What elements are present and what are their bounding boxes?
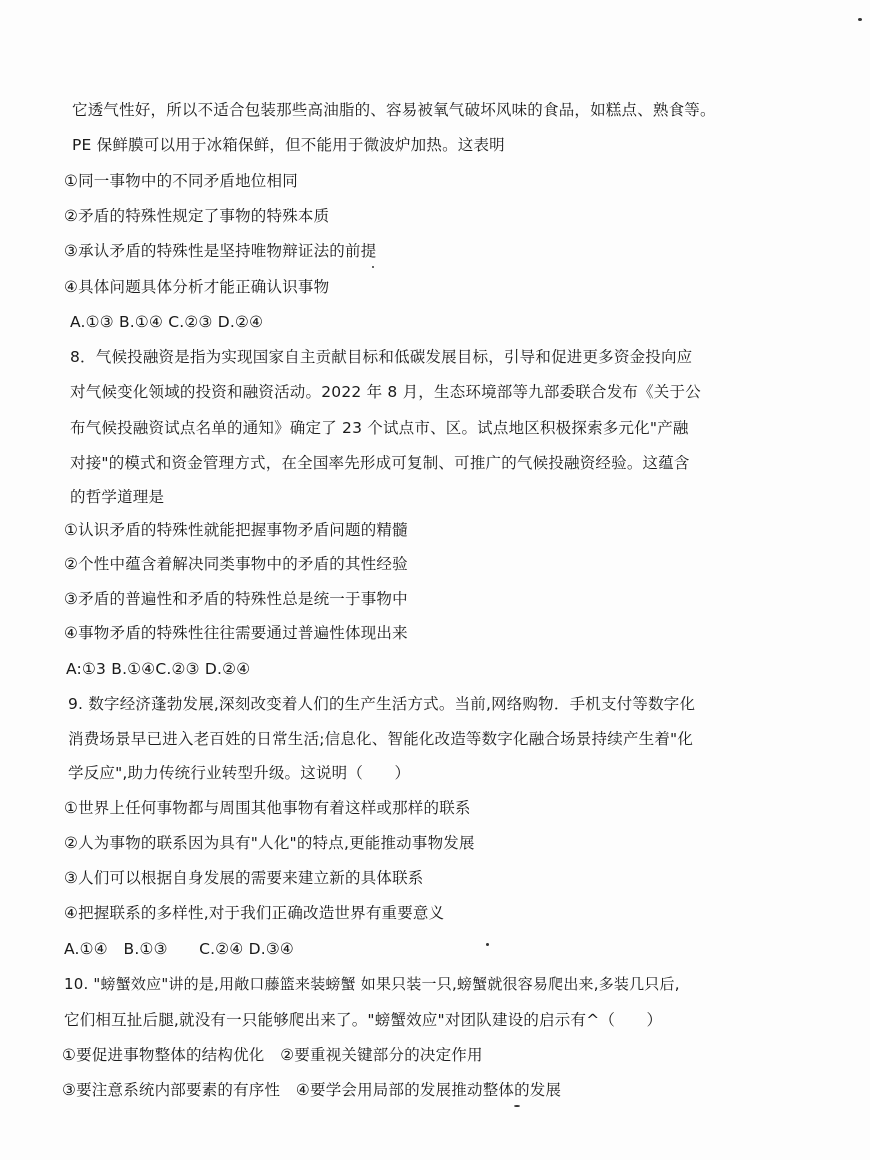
question-10-text: 10. "螃蟹效应"讲的是,用敞口藤篮来装螃蟹 如果只装一只,螃蟹就很容易爬出来,多装几只后, (64, 975, 680, 993)
text-line: 它们相互扯后腿,就没有一只能够爬出来了。"螃蟹效应"对团队建设的启示有^（ ） (64, 1011, 663, 1029)
option-line: ③要注意系统内部要素的有序性 ④要学会用局部的发展推动整体的发展 (62, 1081, 562, 1099)
question-8-text: 8．气候投融资是指为实现国家自主贡献目标和低碳发展目标，引导和促进更多资金投向应 (70, 348, 693, 366)
option-line: ②矛盾的特殊性规定了事物的特殊本质 (64, 207, 330, 225)
option-line: ④事物矛盾的特殊性往往需要通过普遍性体现出来 (64, 624, 408, 642)
text-line: PE 保鲜膜可以用于冰箱保鲜，但不能用于微波炉加热。这表明 (72, 136, 505, 154)
text-line: 对气候变化领域的投资和融资活动。2022 年 8 月，生态环境部等九部委联合发布《关于公 (70, 383, 701, 401)
scan-speck (514, 1105, 520, 1107)
option-line: ③矛盾的普遍性和矛盾的特殊性总是统一于事物中 (64, 590, 408, 608)
option-line: ③人们可以根据自身发展的需要来建立新的具体联系 (64, 869, 424, 887)
text-line: 对接"的模式和资金管理方式，在全国率先形成可复制、可推广的气候投融资经验。这蕴含 (70, 454, 690, 472)
scan-speck (486, 943, 489, 946)
option-line: ①世界上任何事物都与周围其他事物有着这样或那样的联系 (64, 799, 471, 817)
option-line: ③承认矛盾的特殊性是坚持唯物辩证法的前提 (64, 242, 377, 260)
answer-choices: A:①3 B.①④C.②③ D.②④ (66, 660, 251, 678)
option-line: ②人为事物的联系因为具有"人化"的特点,更能推动事物发展 (64, 834, 475, 852)
option-line: ④把握联系的多样性,对于我们正确改造世界有重要意义 (64, 904, 445, 922)
option-line: ②个性中蕴含着解决同类事物中的矛盾的其性经验 (64, 555, 408, 573)
answer-choices: A.①④ B.①③ C.②④ D.③④ (64, 940, 295, 958)
text-line: 消费场景早已进入老百姓的日常生活;信息化、智能化改造等数字化融合场景持续产生着"化 (68, 730, 694, 748)
option-line: ①认识矛盾的特殊性就能把握事物矛盾问题的精髓 (64, 521, 408, 539)
scan-speck (372, 266, 374, 268)
option-line: ④具体问题具体分析才能正确认识事物 (64, 278, 330, 296)
answer-choices: A.①③ B.①④ C.②③ D.②④ (70, 313, 264, 331)
scan-speck (858, 18, 862, 21)
text-line: 布气候投融资试点名单的通知》确定了 23 个试点市、区。试点地区积极探索多元化"产融 (70, 419, 689, 437)
question-9-text: 9. 数字经济蓬勃发展,深刻改变着人们的生产生活方式。当前,网络购物．手机支付等数字化 (68, 695, 696, 713)
option-line: ①要促进事物整体的结构优化 ②要重视关键部分的决定作用 (62, 1046, 483, 1064)
option-line: ①同一事物中的不同矛盾地位相同 (64, 172, 298, 190)
text-line: 学反应",助力传统行业转型升级。这说明（ ） (68, 764, 411, 782)
text-line: 的哲学道理是 (70, 488, 165, 506)
text-line: 它透气性好，所以不适合包装那些高油脂的、容易被氧气破坏风味的食品，如糕点、熟食等。 (72, 101, 716, 119)
